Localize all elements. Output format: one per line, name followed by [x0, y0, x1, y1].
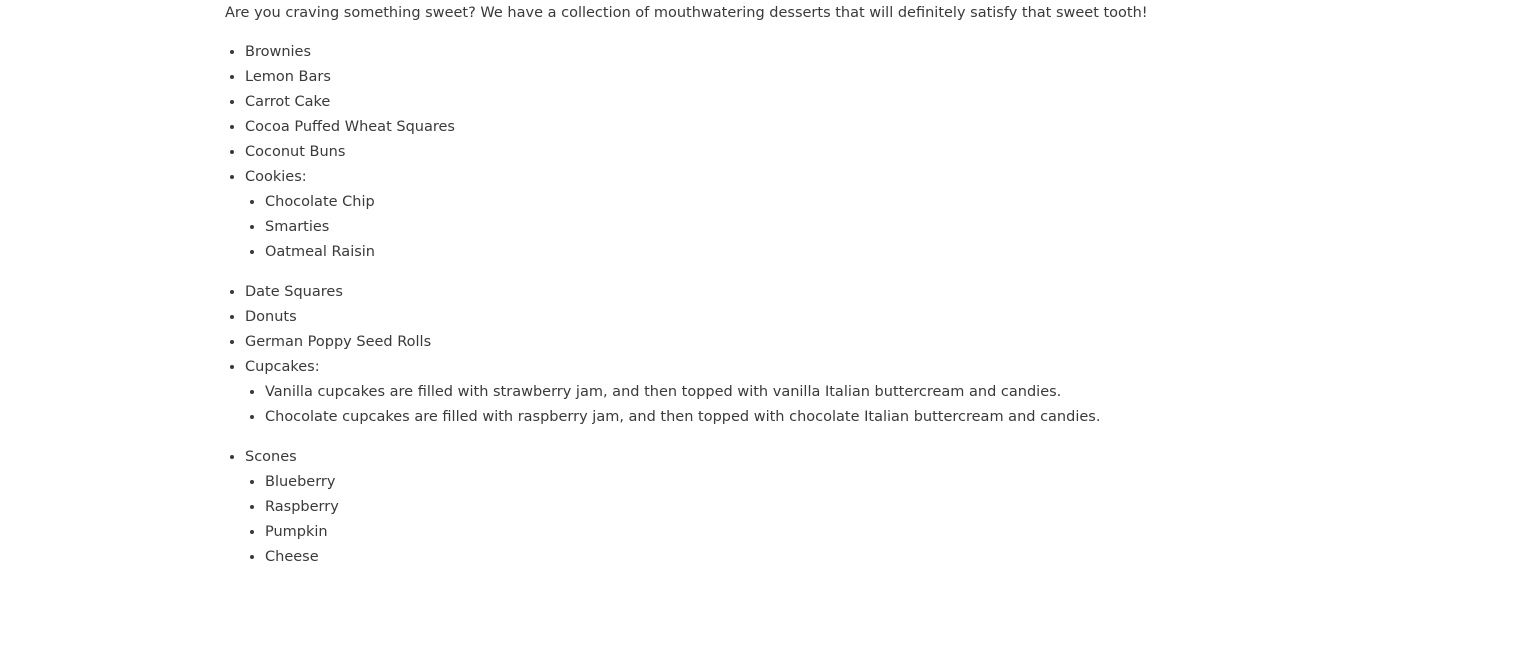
list-item-carrot-cake: • Carrot Cake	[245, 90, 1305, 115]
scones-sublist	[245, 470, 1305, 570]
sublist-item: • Oatmeal Raisin	[265, 240, 1305, 265]
list-item-scones	[245, 445, 1305, 570]
scones-label: Scones	[245, 449, 297, 465]
sublist-item: • Vanilla cupcakes are filled with strawberry jam, and then topped with vanilla Italian buttercream and candies.	[265, 380, 1305, 405]
list-item-brownies: • Brownies	[245, 40, 1305, 65]
dessert-list	[225, 40, 1305, 570]
cupcakes-label: Cupcakes:	[245, 359, 320, 375]
list-item-cocoa-squares: • Cocoa Puffed Wheat Squares	[245, 115, 1305, 140]
list-item-cookies	[245, 165, 1305, 265]
sublist-item: • Smarties	[265, 215, 1305, 240]
sublist-item: • Blueberry	[265, 470, 1305, 495]
sublist-item: • Chocolate Chip	[265, 190, 1305, 215]
list-item-donuts: • Donuts	[245, 305, 1305, 330]
sublist-item: • Cheese	[265, 545, 1305, 570]
cupcakes-sublist	[245, 380, 1305, 430]
list-item-cupcakes	[245, 355, 1305, 430]
list-item-poppy-rolls: • German Poppy Seed Rolls	[245, 330, 1305, 355]
article-content	[225, 0, 1305, 585]
intro-paragraph: Are you craving something sweet? We have a collection of mouthwatering desserts that will definitely satisfy that sweet tooth!	[225, 5, 1148, 21]
list-item-lemon-bars: • Lemon Bars	[245, 65, 1305, 90]
cookies-sublist	[245, 190, 1305, 265]
sublist-item: • Raspberry	[265, 495, 1305, 520]
list-item-date-squares: • Date Squares	[245, 280, 1305, 305]
list-item-coconut-buns: • Coconut Buns	[245, 140, 1305, 165]
sublist-item: • Pumpkin	[265, 520, 1305, 545]
cookies-label: Cookies:	[245, 169, 307, 185]
sublist-item: • Chocolate cupcakes are filled with raspberry jam, and then topped with chocolate Italian buttercream and candies.	[265, 405, 1305, 430]
